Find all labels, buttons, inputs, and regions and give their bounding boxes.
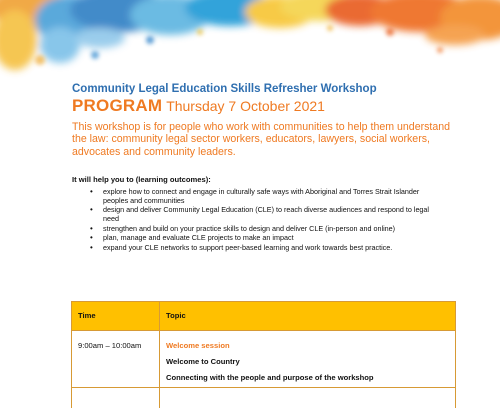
list-item: • plan, manage and evaluate CLE projects to make an impact [90,233,294,243]
topic-line: Connecting with the people and purpose of the workshop [166,373,374,382]
list-item: • design and deliver Community Legal Education (CLE) to reach diverse audiences and respond to legal need [90,205,430,224]
row-topic-empty [160,388,455,408]
intro-paragraph: This workshop is for people who work with communities to help them understand the law: community legal sector workers, educators, lawyers, social workers, advocates and community leaders. [72,121,451,158]
program-content [72,82,457,253]
list-item: • expand your CLE networks to support peer-based learning and work towards best practice. [90,242,393,252]
program-date: Thursday 7 October 2021 [166,98,325,114]
bullet-icon: • [90,223,93,233]
outcomes-heading: It will help you to (learning outcomes): [72,175,211,185]
header-time: Time [72,302,160,330]
program-table [71,301,456,408]
program-heading [72,96,457,117]
watercolor-banner [0,0,500,80]
session-title: Welcome session [166,341,230,350]
table-row [72,388,455,408]
bullet-icon: • [90,187,93,197]
workshop-title: Community Legal Education Skills Refresher Workshop [72,83,377,95]
row-topic [160,331,455,387]
table-row [72,331,455,388]
topic-line: Welcome to Country [166,357,240,366]
program-label: PROGRAM [72,96,163,115]
header-topic: Topic [166,311,186,320]
list-item: • strengthen and build on your practice skills to design and deliver CLE (in-person and online) [90,223,396,233]
outcomes-list [72,188,457,252]
table-header-row [72,302,455,331]
bullet-icon: • [90,242,93,252]
row-time: 9:00am – 10:00am [72,331,160,387]
bullet-icon: • [90,233,93,243]
list-item: • explore how to connect and engage in culturally safe ways with Aboriginal and Torres Strait Islander peoples and communities [90,187,420,205]
bullet-icon: • [90,205,93,215]
row-time-empty [72,388,160,408]
